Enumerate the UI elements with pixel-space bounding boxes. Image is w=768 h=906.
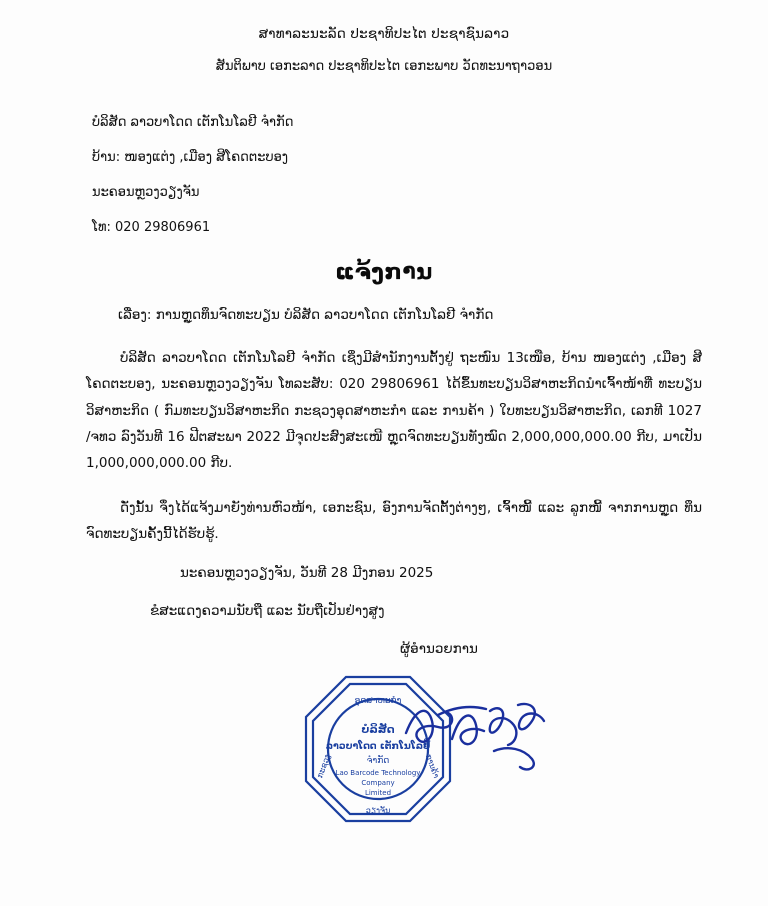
signature-area — [0, 663, 768, 833]
regards-line: ຂໍສະແດງຄວາມນັບຖື ແລະ ນັບຖືເປັນຢ່າງສູງ — [150, 603, 385, 620]
company-address: ບ້ານ: ໜອງແຕ່ງ ,ເມືອງ ສີໂຄດຕະບອງ — [92, 150, 289, 165]
body-paragraph-2: ດັ່ງນັ້ນ ຈຶ່ງໄດ້ແຈ້ງມາຍັງທ່ານຫົວໜ້າ, ເອກະຊົນ, ອົງການຈັດຕັ້ງຕ່າງໆ, ເຈົ້າໜີ້ ແລະ ລູກໜີ້ ຈາກການຫຼູດ ທຶນຈົດທະບຽນຄັ້ງນີ້ໄດ້ຮັບຮູ້. — [86, 499, 702, 542]
svg-text:ລາວບາໂດດ ເຕັກໂນໂລຢີ: ລາວບາໂດດ ເຕັກໂນໂລຢີ — [325, 741, 431, 753]
closing-block — [0, 565, 768, 657]
svg-text:ວຽງຈັນ: ວຽງຈັນ — [365, 806, 391, 816]
document-header — [0, 0, 768, 74]
svg-text:Limited: Limited — [364, 789, 392, 798]
svg-text:Lao Barcode Technology: Lao Barcode Technology — [335, 769, 421, 778]
body-paragraph-1: ບໍລິສັດ ລາວບາໂດດ ເຕັກໂນໂລຢີ ຈໍາກັດ ເຊິ່ງມີສໍານັກງານຕັ້ງຢູ່ ຖະໜົນ 13ເໜືອ, ບ້ານ ໜອງແຕ່ງ ,ເມືອງ ສີໂຄດຕະບອງ, ນະຄອນຫຼວງວຽງຈັນ ໂທລະສັບ: 020 29806961 ໄດ້ຂຶ້ນທະບຽນວິສາຫະກິດນໍາເຈົ້າໜ້າທີ່ ທະບຽນວິສາຫະກິດ ( ກົມທະບຽນວິສາຫະກິດ ກະຊວງອຸດສາຫະກໍາ ແລະ ການຄ້າ ) ໃບທະບຽນວິສາຫະກິດ, ເລກທີ 1027 /ຈທວ ລົງວັນທີ 16 ຟີຕສະພາ 2022 ມີຈຸດປະສົງສະເໜີ ຫຼຸດຈົດທະບຽນທັງໝົດ 2,000,000,000.00 ກີບ, ມາເປັນ 1,000,000,000.00 ກີບ. — [86, 350, 702, 472]
sender-block — [0, 116, 768, 234]
svg-text:ບໍລິສັດ: ບໍລິສັດ — [361, 723, 395, 737]
document-title: ແຈ້ງການ — [335, 260, 433, 285]
place-and-date: ນະຄອນຫຼວງວຽງຈັນ, ວັນທີ 28 ມີງກອນ 2025 — [180, 565, 434, 582]
handwritten-signature — [398, 687, 578, 787]
company-name: ບໍລິສັດ ລາວບາໂດດ ເຕັກໂນໂລຢີ ຈໍາກັດ — [92, 115, 294, 130]
company-city: ນະຄອນຫຼວງວຽງຈັນ — [92, 185, 200, 200]
svg-text:Company: Company — [361, 779, 395, 788]
country-name: ສາທາລະນະລັດ ປະຊາທິປະໄຕ ປະຊາຊົນລາວ — [258, 26, 510, 42]
company-phone: ໂທ: 020 29806961 — [92, 220, 211, 235]
svg-text:ການຄ້າ: ການຄ້າ — [423, 753, 441, 780]
svg-text:ກະຊວງ: ກະຊວງ — [315, 753, 333, 780]
document-body — [0, 345, 768, 547]
signer-title: ຜູ້ອໍານວຍການ — [400, 641, 478, 658]
national-motto: ສັນຕິພາບ ເອກະລາດ ປະຊາທິປະໄຕ ເອກະພາບ ວັດທະນາຖາວອນ — [215, 59, 553, 74]
svg-text:ຈໍາກັດ: ຈໍາກັດ — [366, 756, 390, 767]
document-subject: ເລື່ອງ: ການຫຼູດທຶນຈົດທະບຽນ ບໍລິສັດ ລາວບາໂດດ ເຕັກໂນໂລຢີ ຈໍາກັດ — [118, 307, 494, 323]
svg-text:ອຸດສາຫະກໍາ: ອຸດສາຫະກໍາ — [354, 696, 402, 707]
